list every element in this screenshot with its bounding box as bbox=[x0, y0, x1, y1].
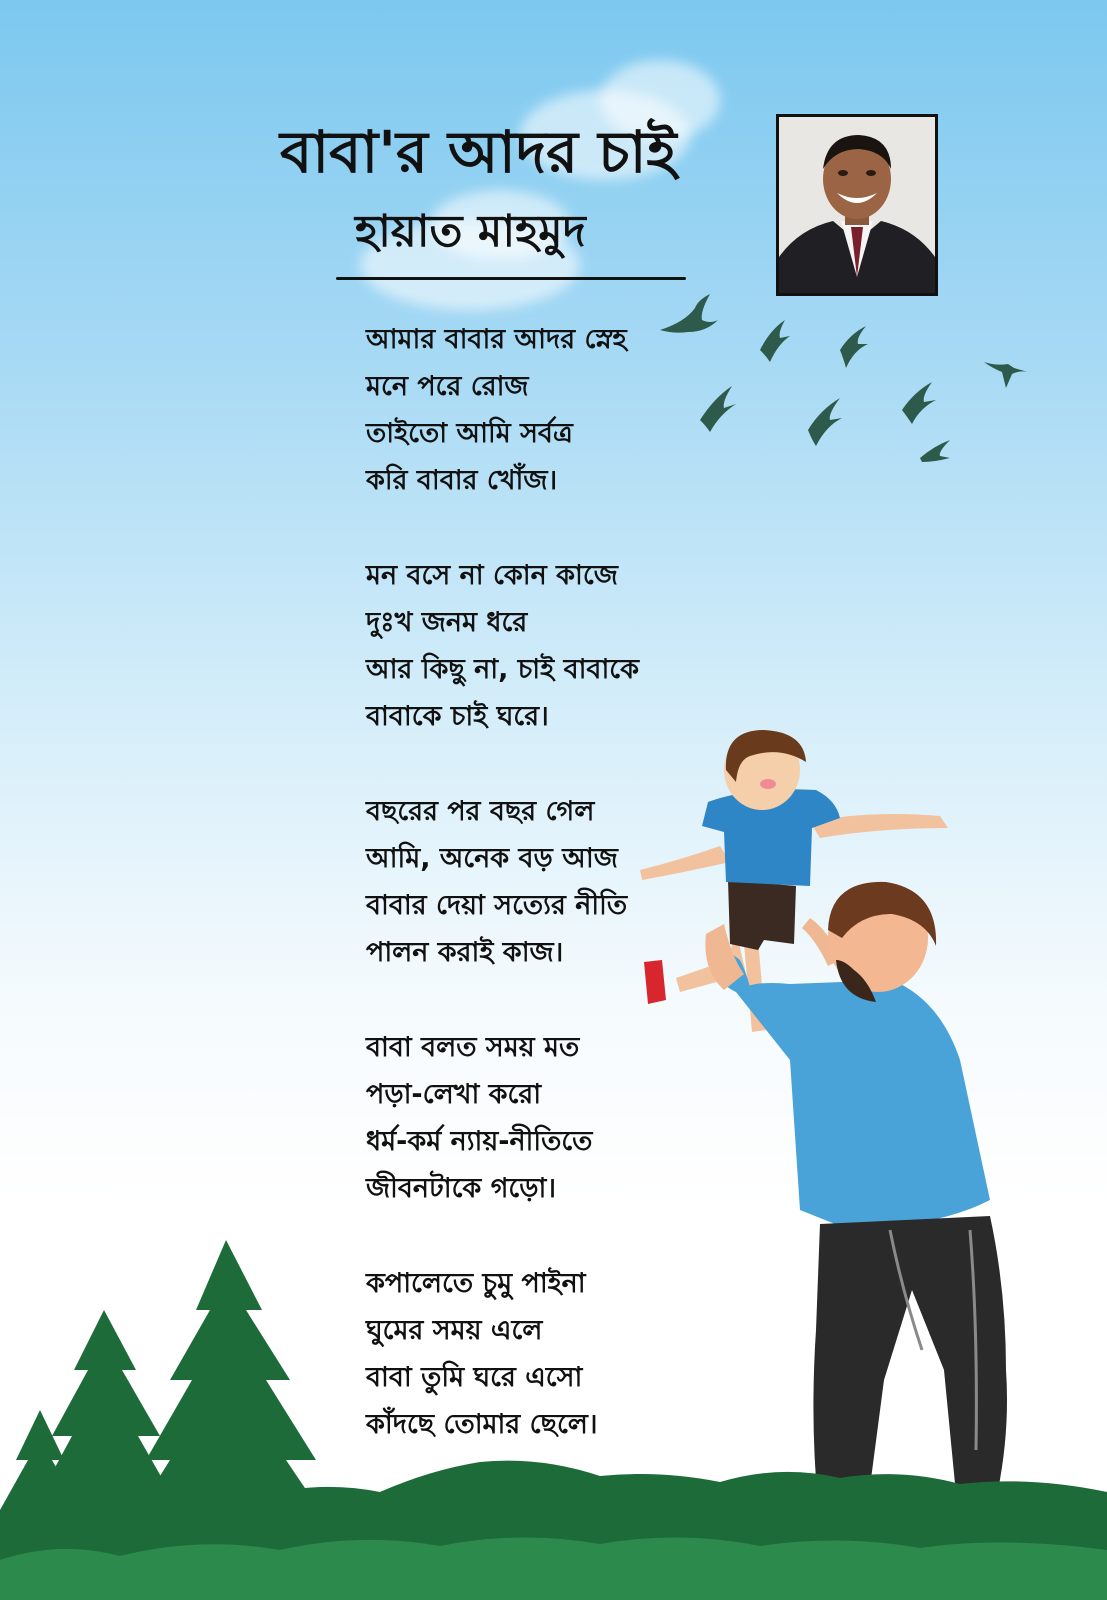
poem-line: বছরের পর বছর গেল bbox=[366, 796, 595, 827]
poem-line: পালন করাই কাজ। bbox=[366, 937, 564, 968]
poem-line: কাঁদছে তোমার ছেলে। bbox=[366, 1409, 598, 1440]
flying-birds-icon bbox=[640, 290, 1060, 490]
author-photo-icon bbox=[776, 114, 938, 296]
pine-trees-icon bbox=[0, 1200, 1107, 1600]
poem-line: কপালেতে চুমু পাইনা bbox=[366, 1268, 586, 1299]
poem-line: মন বসে না কোন কাজে bbox=[366, 560, 618, 591]
poem-line: মনে পরে রোজ bbox=[366, 371, 529, 402]
stanza-1 bbox=[366, 316, 627, 504]
poem-line: পড়া-লেখা করো bbox=[366, 1079, 542, 1110]
poem-title: বাবা'র আদর চাই bbox=[280, 118, 677, 186]
poem-line: দুঃখ জনম ধরে bbox=[366, 607, 528, 638]
poem-line: বাবাকে চাই ঘরে। bbox=[366, 701, 549, 732]
poem-line: জীবনটাকে গড়ো। bbox=[366, 1173, 557, 1204]
stanza-3 bbox=[366, 788, 627, 976]
poem-line: আমার বাবার আদর স্নেহ bbox=[366, 324, 627, 355]
poem-line: ঘুমের সময় এলে bbox=[366, 1315, 543, 1346]
poem-line: তাইতো আমি সর্বত্র bbox=[366, 418, 573, 449]
poem-line: বাবার দেয়া সত্যের নীতি bbox=[366, 890, 628, 921]
stanza-2 bbox=[366, 552, 639, 740]
poem-line: করি বাবার খোঁজ। bbox=[366, 465, 558, 496]
poem-line: ধর্ম-কর্ম ন্যায়-নীতিতে bbox=[366, 1126, 593, 1157]
poem-line: বাবা তুমি ঘরে এসো bbox=[366, 1362, 583, 1393]
stanza-4 bbox=[366, 1024, 592, 1212]
poem-author: হায়াত মাহমুদ bbox=[355, 206, 586, 257]
title-divider bbox=[336, 277, 686, 280]
poem-line: বাবা বলত সময় মত bbox=[366, 1032, 580, 1063]
poem-line: আর কিছু না, চাই বাবাকে bbox=[366, 654, 640, 685]
poem-line: আমি, অনেক বড় আজ bbox=[366, 843, 618, 874]
